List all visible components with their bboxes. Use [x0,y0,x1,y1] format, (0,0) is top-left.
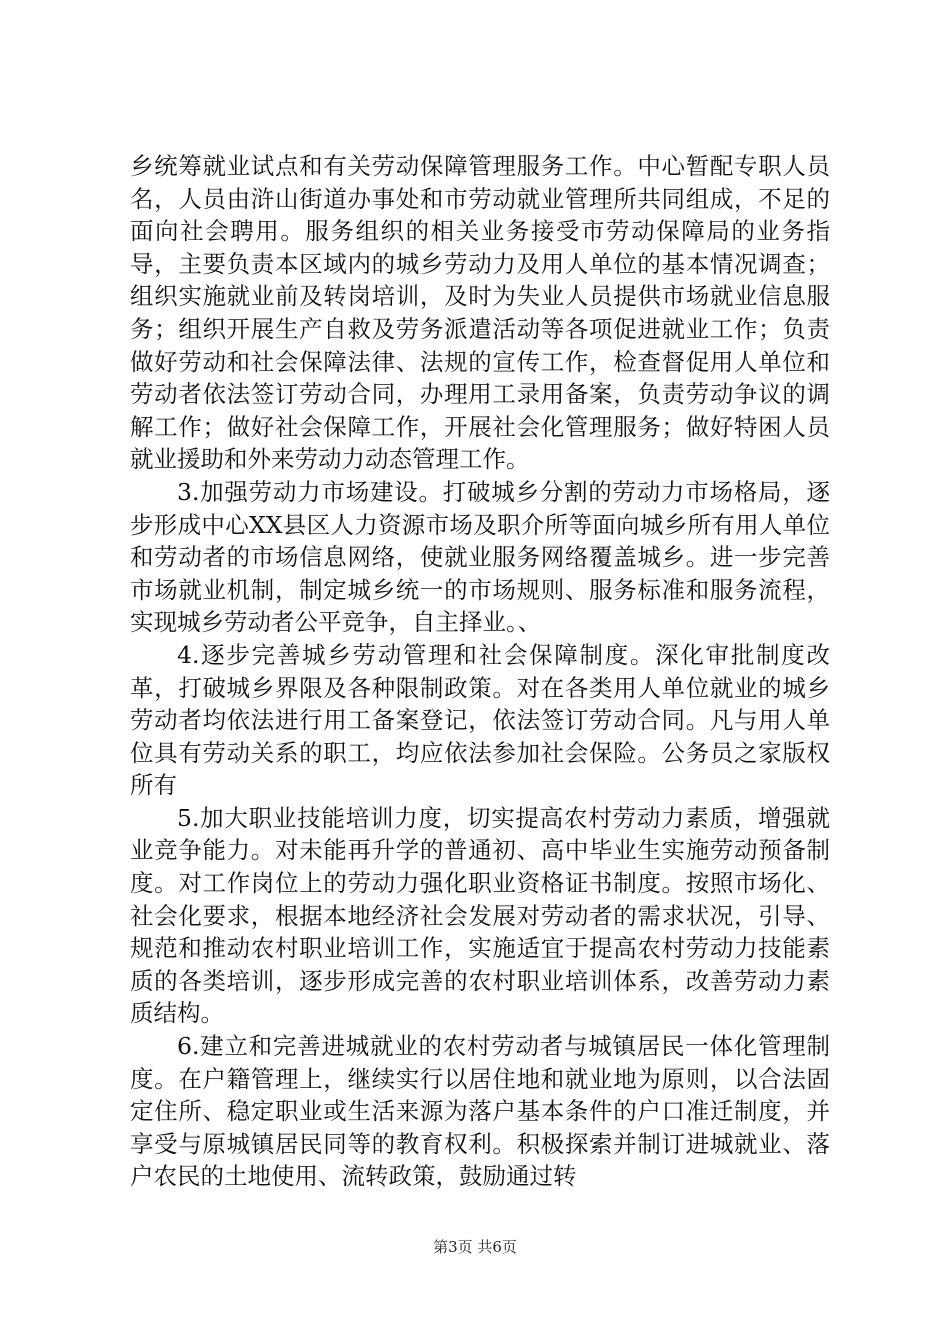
document-body [130,150,830,1193]
paragraph-5: 5.加大职业技能培训力度，切实提高农村劳动力素质，增强就业竞争能力。对未能再升学的普通初、高中毕业生实施劳动预备制度。对工作岗位上的劳动力强化职业资格证书制度。按照市场化、社会化要求，根据本地经济社会发展对劳动者的需求状况，引导、规范和推动农村职业培训工作，实施适宜于提高农村劳动力技能素质的各类培训，逐步形成完善的农村职业培训体系，改善劳动力素质结构。 [130,803,830,1028]
page-footer [0,1236,950,1257]
page-number: 第3页 共6页 [433,1238,517,1256]
paragraph-4: 4.逐步完善城乡劳动管理和社会保障制度。深化审批制度改革，打破城乡界限及各种限制政策。对在各类用人单位就业的城乡劳动者均依法进行用工备案登记，依法签订劳动合同。凡与用人单位具有劳动关系的职工，均应依法参加社会保险。公务员之家版权所有 [130,640,830,800]
paragraph-continued: 乡统筹就业试点和有关劳动保障管理服务工作。中心暂配专职人员名，人员由浒山街道办事处和市劳动就业管理所共同组成，不足的面向社会聘用。服务组织的相关业务接受市劳动保障局的业务指导，主要负责本区域内的城乡劳动力及用人单位的基本情况调查；组织实施就业前及转岗培训，及时为失业人员提供市场就业信息服务；组织开展生产自救及劳务派遣活动等各项促进就业工作；负责做好劳动和社会保障法律、法规的宣传工作，检查督促用人单位和劳动者依法签订劳动合同，办理用工录用备案，负责劳动争议的调解工作；做好社会保障工作，开展社会化管理服务；做好特困人员就业援助和外来劳动力动态管理工作。 [130,152,830,474]
paragraph-6: 6.建立和完善进城就业的农村劳动者与城镇居民一体化管理制度。在户籍管理上，继续实行以居住地和就业地为原则，以合法固定住所、稳定职业或生活来源为落户基本条件的户口准迁制度，并享受与原城镇居民同等的教育权利。积极探索并制订进城就业、落户农民的土地使用、流转政策，鼓励通过转 [130,1032,830,1191]
paragraph-3: 3.加强劳动力市场建设。打破城乡分割的劳动力市场格局，逐步形成中心XX县区人力资源市场及职介所等面向城乡所有用人单位和劳动者的市场信息网络，使就业服务网络覆盖城乡。进一步完善市场就业机制，制定城乡统一的市场规则、服务标准和服务流程，实现城乡劳动者公平竞争，自主择业。、 [130,477,830,637]
